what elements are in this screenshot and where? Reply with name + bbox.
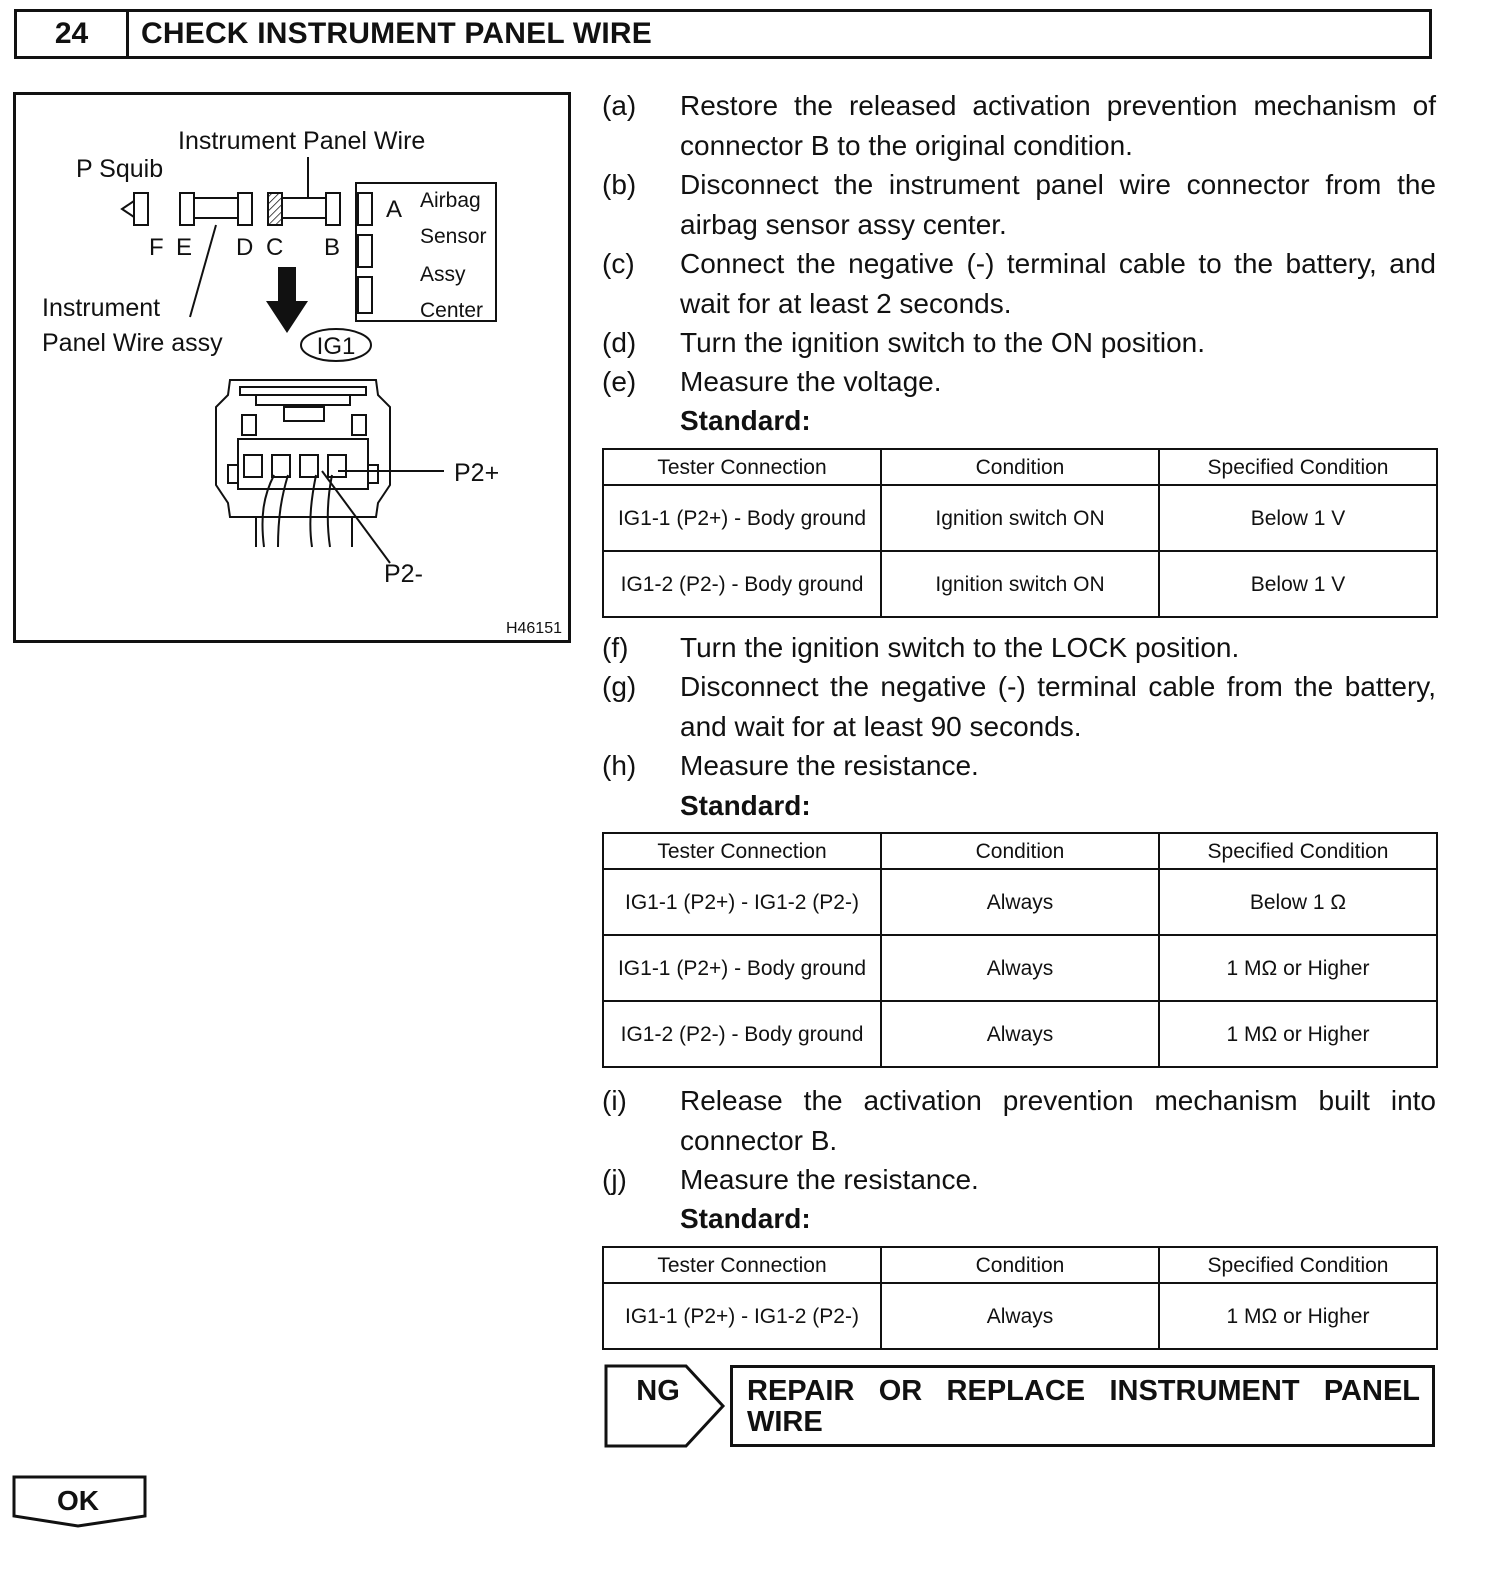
connector-c — [268, 193, 282, 225]
header-specified-condition: Specified Condition — [1159, 449, 1437, 485]
down-arrow-icon — [266, 267, 308, 333]
figure-code: H46151 — [505, 620, 562, 637]
connector-diagram — [16, 95, 568, 640]
label-c: C — [266, 234, 284, 261]
step-label: (c) — [602, 248, 635, 279]
wiring-figure — [13, 92, 571, 643]
step-text: Disconnect the negative (-) terminal cable from the battery, and wait for at least 90 seconds. — [680, 671, 1436, 742]
connector-e — [180, 193, 194, 225]
table-header-row — [603, 449, 1437, 485]
cell-tester-connection: IG1-2 (P2-) - Body ground — [603, 551, 881, 617]
standard-label-3: Standard: — [680, 1203, 811, 1234]
section-header — [14, 9, 1432, 59]
label-ig1: IG1 — [316, 333, 356, 360]
step-a — [602, 86, 1436, 165]
step-d — [602, 323, 1436, 363]
step-text: Connect the negative (-) terminal cable to the battery, and wait for at least 2 seconds. — [680, 248, 1436, 319]
connector-f — [134, 193, 148, 225]
connector-d — [238, 193, 252, 225]
ok-tag-label: OK — [57, 1485, 99, 1516]
sensor-connector-2 — [358, 235, 372, 267]
ng-tag-label: NG — [636, 1375, 680, 1407]
ok-result-tag[interactable] — [11, 1474, 151, 1530]
ng-result-tag[interactable] — [602, 1362, 728, 1450]
step-f — [602, 628, 1436, 668]
step-text: Disconnect the instrument panel wire connector from the airbag sensor assy center. — [680, 169, 1436, 240]
label-a: A — [386, 196, 403, 223]
header-tester-connection: Tester Connection — [603, 449, 881, 485]
cell-condition: Always — [881, 869, 1159, 935]
sensor-connector-3 — [358, 277, 372, 313]
step-label: (g) — [602, 671, 637, 702]
header-condition: Condition — [881, 1247, 1159, 1283]
cell-tester-connection: IG1-2 (P2-) - Body ground — [603, 1001, 881, 1067]
step-text: Turn the ignition switch to the LOCK position. — [680, 632, 1240, 663]
sensor-connector-a — [358, 193, 372, 225]
cell-specified: Below 1 V — [1159, 485, 1437, 551]
step-h — [602, 746, 1436, 786]
header-specified-condition: Specified Condition — [1159, 833, 1437, 869]
cell-condition: Always — [881, 935, 1159, 1001]
step-label: (h) — [602, 750, 637, 781]
section-title: CHECK INSTRUMENT PANEL WIRE — [141, 17, 652, 50]
step-c — [602, 244, 1436, 323]
header-tester-connection: Tester Connection — [603, 833, 881, 869]
label-p-squib: P Squib — [76, 155, 164, 183]
step-text: Release the activation prevention mechanism built into connector B. — [680, 1085, 1436, 1156]
standard-label-2: Standard: — [680, 790, 811, 821]
squib-arrow-icon — [122, 201, 134, 217]
step-g — [602, 667, 1436, 746]
table-row — [603, 1001, 1437, 1067]
table-row — [603, 869, 1437, 935]
table-row — [603, 1283, 1437, 1349]
step-label: (b) — [602, 169, 637, 200]
ig1-connector-drawing — [216, 380, 390, 547]
step-text: Measure the voltage. — [680, 366, 942, 397]
cell-condition: Always — [881, 1001, 1159, 1067]
resistance-table-1 — [602, 832, 1438, 1068]
step-text: Restore the released activation prevention mechanism of connector B to the original condition. — [680, 90, 1436, 161]
label-center: Center — [420, 299, 484, 322]
ng-action-box: REPAIR OR REPLACE INSTRUMENT PANEL WIRE — [730, 1365, 1435, 1447]
standard-label-1: Standard: — [680, 405, 811, 436]
label-p2-plus: P2+ — [454, 459, 500, 487]
step-j — [602, 1160, 1436, 1200]
step-label: (f) — [602, 632, 629, 663]
step-label: (i) — [602, 1085, 627, 1116]
cell-tester-connection: IG1-1 (P2+) - IG1-2 (P2-) — [603, 1283, 881, 1349]
section-number: 24 — [17, 12, 129, 56]
label-f: F — [149, 234, 164, 261]
table-header-row — [603, 833, 1437, 869]
step-label: (j) — [602, 1164, 627, 1195]
table-header-row — [603, 1247, 1437, 1283]
wire-assy-leader — [190, 225, 216, 317]
label-wire-assy-1: Instrument — [42, 294, 161, 322]
step-text: Measure the resistance. — [680, 1164, 979, 1195]
header-condition: Condition — [881, 833, 1159, 869]
cell-specified: 1 MΩ or Higher — [1159, 1283, 1437, 1349]
connector-b — [326, 193, 340, 225]
cell-condition: Ignition switch ON — [881, 551, 1159, 617]
step-label: (a) — [602, 90, 637, 121]
label-d: D — [236, 234, 254, 261]
header-tester-connection: Tester Connection — [603, 1247, 881, 1283]
header-condition: Condition — [881, 449, 1159, 485]
step-text: Measure the resistance. — [680, 750, 979, 781]
wire-segment-2 — [282, 198, 326, 218]
cell-tester-connection: IG1-1 (P2+) - IG1-2 (P2-) — [603, 869, 881, 935]
table-row — [603, 935, 1437, 1001]
cell-condition: Always — [881, 1283, 1159, 1349]
label-e: E — [176, 234, 193, 261]
step-i — [602, 1081, 1436, 1160]
resistance-table-2 — [602, 1246, 1438, 1350]
cell-specified: 1 MΩ or Higher — [1159, 935, 1437, 1001]
step-label: (d) — [602, 327, 637, 358]
step-text: Turn the ignition switch to the ON position. — [680, 327, 1205, 358]
cell-condition: Ignition switch ON — [881, 485, 1159, 551]
header-specified-condition: Specified Condition — [1159, 1247, 1437, 1283]
step-b — [602, 165, 1436, 244]
label-airbag: Airbag — [420, 189, 481, 212]
label-sensor: Sensor — [420, 225, 487, 248]
cell-specified: Below 1 Ω — [1159, 869, 1437, 935]
label-instrument-panel-wire: Instrument Panel Wire — [178, 127, 426, 155]
cell-specified: Below 1 V — [1159, 551, 1437, 617]
cell-tester-connection: IG1-1 (P2+) - Body ground — [603, 935, 881, 1001]
step-e — [602, 362, 1436, 402]
label-p2-minus: P2- — [384, 560, 423, 588]
wire-segment — [194, 198, 238, 218]
cell-tester-connection: IG1-1 (P2+) - Body ground — [603, 485, 881, 551]
table-row — [603, 485, 1437, 551]
label-assy: Assy — [420, 263, 466, 286]
voltage-table — [602, 448, 1438, 618]
label-b: B — [324, 234, 341, 261]
table-row — [603, 551, 1437, 617]
step-label: (e) — [602, 366, 637, 397]
label-wire-assy-2: Panel Wire assy — [42, 329, 223, 357]
cell-specified: 1 MΩ or Higher — [1159, 1001, 1437, 1067]
